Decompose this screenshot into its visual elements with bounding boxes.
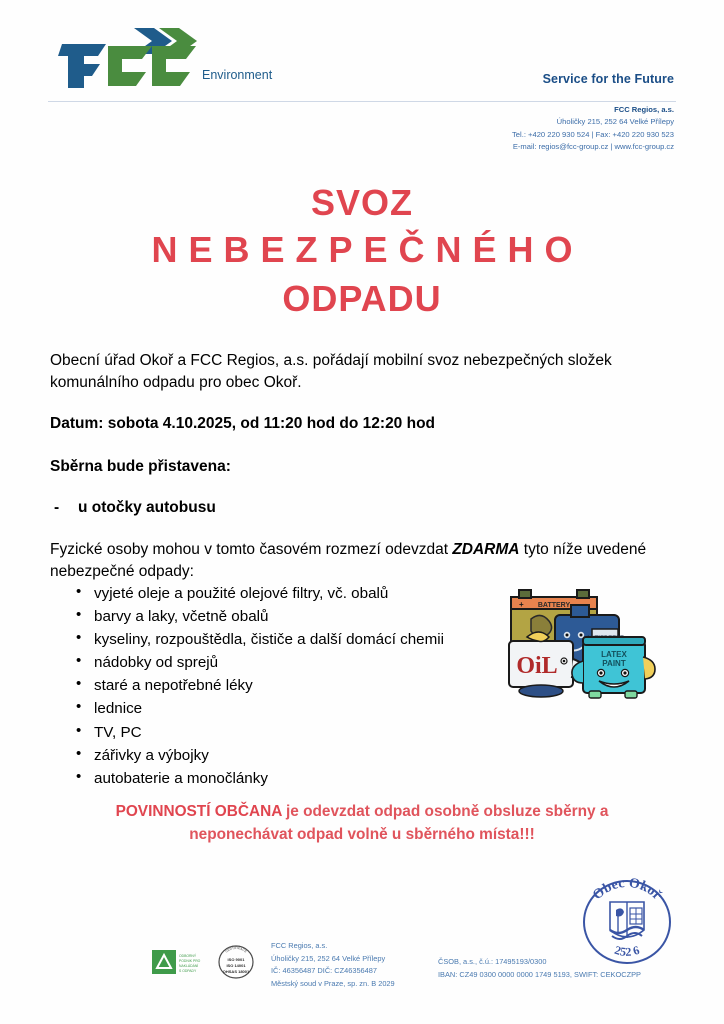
list-item: • nádobky od sprejů bbox=[76, 651, 470, 674]
logo-environment-label: Environment bbox=[202, 68, 273, 82]
recycling-badge-icon bbox=[152, 950, 214, 976]
paint-label-2: PAINT bbox=[602, 659, 626, 668]
list-item: • lednice bbox=[76, 697, 470, 720]
contact-email-web: E-mail: regios@fcc-group.cz | www.fcc-group.cz bbox=[512, 141, 674, 151]
iso-stamp-icon bbox=[214, 941, 258, 983]
iso-badge-line-1: ISO 9001 bbox=[227, 957, 245, 962]
intro-paragraph bbox=[50, 350, 676, 394]
svg-text:+: + bbox=[519, 600, 524, 609]
hazardous-waste-illustration bbox=[497, 585, 677, 713]
free-text-emphasis: ZDARMA bbox=[452, 541, 520, 558]
list-item: • barvy a laky, včetně obalů bbox=[76, 605, 470, 628]
list-item: • staré a nepotřebné léky bbox=[76, 674, 470, 697]
header-contact-block bbox=[512, 104, 674, 153]
intro-line-2: komunálního odpadu pro obec Okoř. bbox=[50, 374, 302, 391]
warning-emphasis: POVINNOSTÍ OBČANA bbox=[115, 803, 282, 820]
eco-certification-badge bbox=[152, 950, 214, 976]
title-line-2: NEBEZPEČNÉHO bbox=[151, 229, 584, 271]
oil-label: OiL bbox=[516, 653, 558, 679]
footer-right-line: ČSOB, a.s., č.ú.: 17495193/0300 bbox=[438, 957, 547, 966]
eco-badge-line-1: ODBORNÝ bbox=[179, 954, 197, 958]
free-text-before: Fyzické osoby mohou v tomto časovém rozmezí odevzdat bbox=[50, 541, 453, 558]
intro-line-1: Obecní úřad Okoř a FCC Regios, a.s. pořádají mobilní svoz nebezpečných složek bbox=[50, 352, 612, 369]
latex-paint-container-icon bbox=[572, 637, 655, 698]
fcc-environment-logo bbox=[56, 26, 286, 90]
footer-bank-info bbox=[438, 956, 641, 981]
list-item: • vyjeté oleje a použité olejové filtry, vč. obalů bbox=[76, 582, 470, 605]
list-item: • autobaterie a monočlánky bbox=[76, 767, 470, 790]
title-line-3: ODPADU bbox=[282, 277, 442, 319]
header-divider bbox=[48, 101, 676, 102]
page-title bbox=[0, 182, 724, 322]
title-line-1: SVOZ bbox=[310, 182, 413, 223]
stamp-top-text: Obec Okoř bbox=[590, 875, 665, 904]
eco-badge-line-4: S ODPADY bbox=[179, 969, 197, 973]
waste-list-container bbox=[50, 582, 470, 790]
free-disposal-paragraph bbox=[50, 539, 676, 583]
oil-container-icon bbox=[509, 632, 583, 697]
footer-left-line: IČ: 46356487 DIČ: CZ46356487 bbox=[271, 966, 378, 976]
contact-phone-fax: Tel.: +420 220 930 524 | Fax: +420 220 930 523 bbox=[512, 129, 674, 139]
eco-badge-line-2: PODNIK PRO bbox=[179, 959, 201, 963]
list-item: • TV, PC bbox=[76, 721, 470, 744]
location-dash: - bbox=[54, 499, 60, 516]
list-item: • kyseliny, rozpouštědla, čističe a další domácí chemii bbox=[76, 628, 470, 651]
iso-badge-arc: CERTIFIKACE bbox=[224, 945, 248, 954]
citizen-duty-warning bbox=[60, 800, 664, 846]
waste-containers-icon bbox=[497, 585, 677, 713]
collection-location bbox=[50, 499, 676, 517]
free-text-after: tyto níže uvedené nebezpečné odpady: bbox=[50, 541, 647, 580]
stamp-bottom-text: 252 6 bbox=[612, 942, 642, 959]
warning-line-2: neponechávat odpad volně u sběrného místa!!! bbox=[189, 826, 535, 844]
waste-list bbox=[50, 582, 470, 790]
footer-company-info bbox=[271, 940, 395, 991]
footer-left-line: Městský soud v Praze, sp. zn. B 2029 bbox=[271, 979, 395, 989]
footer-left-line: Úholičky 215, 252 64 Velké Přílepy bbox=[271, 953, 386, 963]
paint-label-1: LATEX bbox=[601, 650, 627, 659]
collection-heading: Sběrna bude přistavena: bbox=[50, 458, 231, 475]
list-item: • zářivky a výbojky bbox=[76, 744, 470, 767]
tagline: Service for the Future bbox=[542, 72, 674, 86]
document-header bbox=[0, 0, 724, 160]
footer-right-line: IBAN: CZ49 0300 0000 0000 1749 5193, SWIFT: CEKOCZPP bbox=[438, 969, 641, 979]
location-text: u otočky autobusu bbox=[78, 499, 216, 516]
body-content bbox=[50, 350, 676, 602]
contact-address: Úholičky 215, 252 64 Velké Přílepy bbox=[556, 117, 674, 127]
footer-left-line: FCC Regios, a.s. bbox=[271, 941, 328, 950]
eco-badge-line-3: NAKLÁDÁNÍ bbox=[179, 964, 199, 968]
iso-badge-line-2: ISO 14001 bbox=[226, 963, 246, 968]
battery-label: BATTERY bbox=[537, 602, 571, 609]
iso-badge-line-3: OHSAS 18001 bbox=[222, 969, 250, 974]
warning-line-1-rest: je odevzdat odpad osobně obsluze sběrny a bbox=[281, 803, 609, 820]
date-line: Datum: sobota 4.10.2025, od 11:20 hod do 12:20 hod bbox=[50, 415, 436, 432]
document-footer bbox=[0, 936, 724, 994]
iso-certification-badge bbox=[214, 941, 258, 983]
contact-company: FCC Regios, a.s. bbox=[614, 105, 674, 114]
